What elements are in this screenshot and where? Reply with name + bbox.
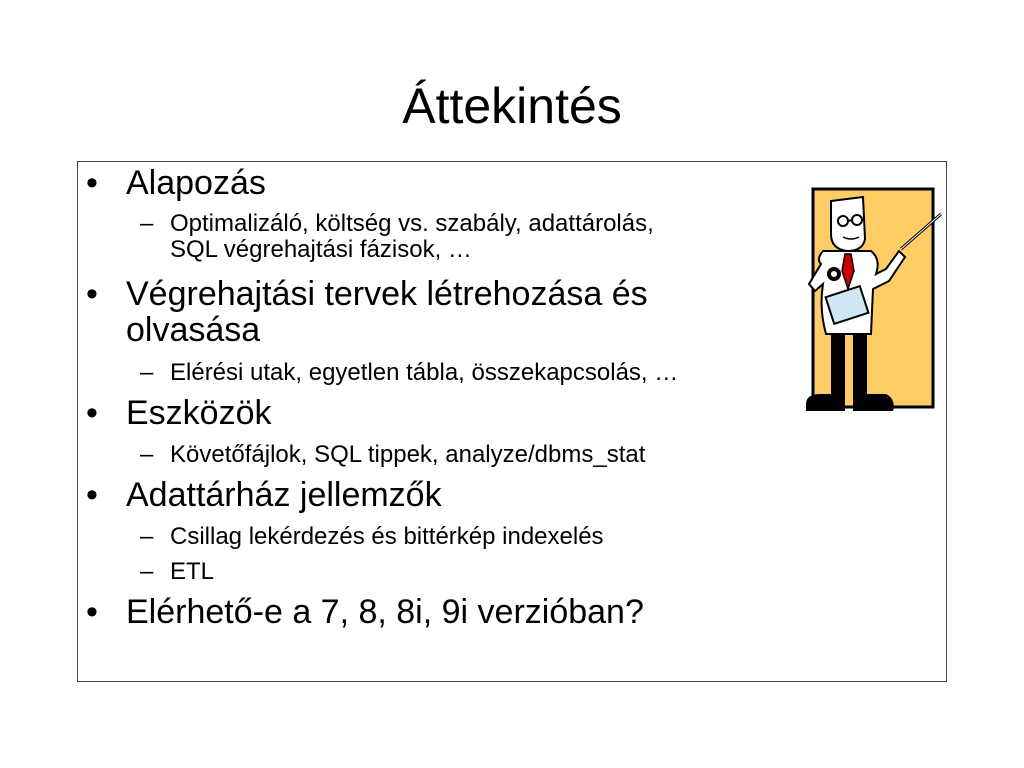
dash-marker: – <box>140 359 154 386</box>
bullet-text: Elérhető-e a 7, 8, 8i, 9i verzióban? <box>126 593 644 631</box>
sub-bullet-text: Csillag lekérdezés és bittérkép indexelés <box>170 523 604 550</box>
sub-bullet-item <box>140 558 790 585</box>
bullet-marker: • <box>86 164 98 202</box>
slide-title: Áttekintés <box>402 78 622 134</box>
sub-bullet-text: Követőfájlok, SQL tippek, analyze/dbms_stat <box>170 441 646 468</box>
dash-marker: – <box>140 523 154 550</box>
bullet-text-line2: olvasása <box>126 311 261 349</box>
bullet-item <box>86 275 816 349</box>
bullet-text: Alapozás <box>126 164 266 202</box>
presenter-cartoon-icon <box>801 179 946 424</box>
bullet-item <box>86 593 816 631</box>
sub-bullet-item <box>140 441 790 468</box>
bullet-text: Adattárház jellemzők <box>126 476 442 514</box>
bullet-marker: • <box>86 394 98 432</box>
bullet-item <box>86 164 816 202</box>
sub-bullet-item <box>140 359 790 386</box>
sub-bullet-text-line2: SQL végrehajtási fázisok, … <box>170 236 472 263</box>
bullet-text-line1: Végrehajtási tervek létrehozása és <box>126 275 648 313</box>
sub-bullet-text: Elérési utak, egyetlen tábla, összekapcsolás, … <box>170 359 679 386</box>
sub-bullet-item <box>140 210 790 263</box>
bullet-marker: • <box>86 593 98 631</box>
dash-marker: – <box>140 558 154 585</box>
bullet-text: Eszközök <box>126 394 272 432</box>
bullet-marker: • <box>86 275 98 313</box>
bullet-item <box>86 394 816 432</box>
dash-marker: – <box>140 210 154 237</box>
bullet-item <box>86 476 816 514</box>
sub-bullet-item <box>140 523 790 550</box>
bullet-marker: • <box>86 476 98 514</box>
sub-bullet-text-line1: Optimalizáló, költség vs. szabály, adattárolás, <box>170 210 654 237</box>
content-box <box>77 161 947 682</box>
sub-bullet-text: ETL <box>170 558 215 585</box>
dash-marker: – <box>140 441 154 468</box>
